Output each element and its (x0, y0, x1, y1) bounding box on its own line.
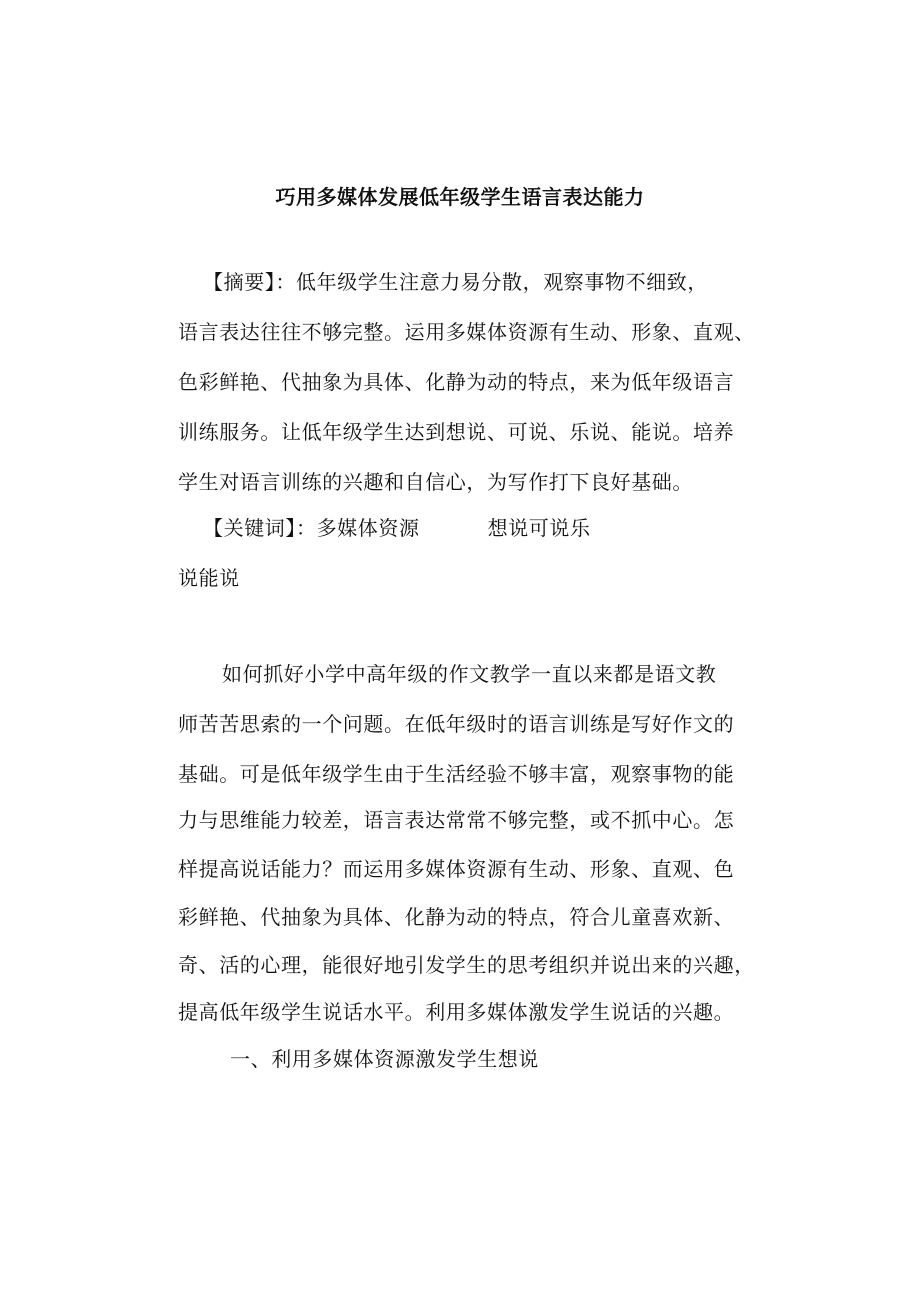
section-heading: 一、利用多媒体资源激发学生想说 (230, 1047, 539, 1071)
intro-line: 力与思维能力较差，语言表达常常不够完整，或不抓中心。怎 (178, 808, 735, 832)
abstract-line: 色彩鲜艳、代抽象为具体、化静为动的特点，来为低年级语言 (178, 370, 735, 394)
keywords-line (203, 516, 803, 540)
abstract-first-line (203, 270, 803, 294)
abstract-label: 【摘要】： (203, 270, 296, 294)
abstract-line: 语言表达往往不够完整。运用多媒体资源有生动、形象、直观、 (178, 320, 755, 344)
intro-line: 如何抓好小学中高年级的作文教学一直以来都是语文教 (222, 662, 717, 686)
intro-line: 师苦苦思索的一个问题。在低年级时的语言训练是写好作文的 (178, 712, 735, 736)
keyword-term-continued: 说能说 (178, 566, 240, 590)
intro-line: 提高低年级学生说话水平。利用多媒体激发学生说话的兴趣。 (178, 1000, 735, 1024)
document-title: 巧用多媒体发展低年级学生语言表达能力 (275, 185, 645, 209)
keyword-term: 多媒体资源 (316, 516, 420, 540)
abstract-line: 训练服务。让低年级学生达到想说、可说、乐说、能说。培养 (178, 420, 735, 444)
keyword-term: 想说可说乐 (487, 516, 591, 540)
abstract-line: 低年级学生注意力易分散，观察事物不细致， (296, 270, 708, 294)
intro-line: 奇、活的心理，能很好地引发学生的思考组织并说出来的兴趣， (178, 953, 755, 977)
intro-line: 基础。可是低年级学生由于生活经验不够丰富，观察事物的能 (178, 762, 735, 786)
intro-line: 样提高说话能力？而运用多媒体资源有生动、形象、直观、色 (178, 857, 735, 881)
abstract-line: 学生对语言训练的兴趣和自信心，为写作打下良好基础。 (178, 470, 693, 494)
keywords-label: 【关键词】： (203, 516, 317, 540)
intro-line: 彩鲜艳、代抽象为具体、化静为动的特点，符合儿童喜欢新、 (178, 905, 735, 929)
